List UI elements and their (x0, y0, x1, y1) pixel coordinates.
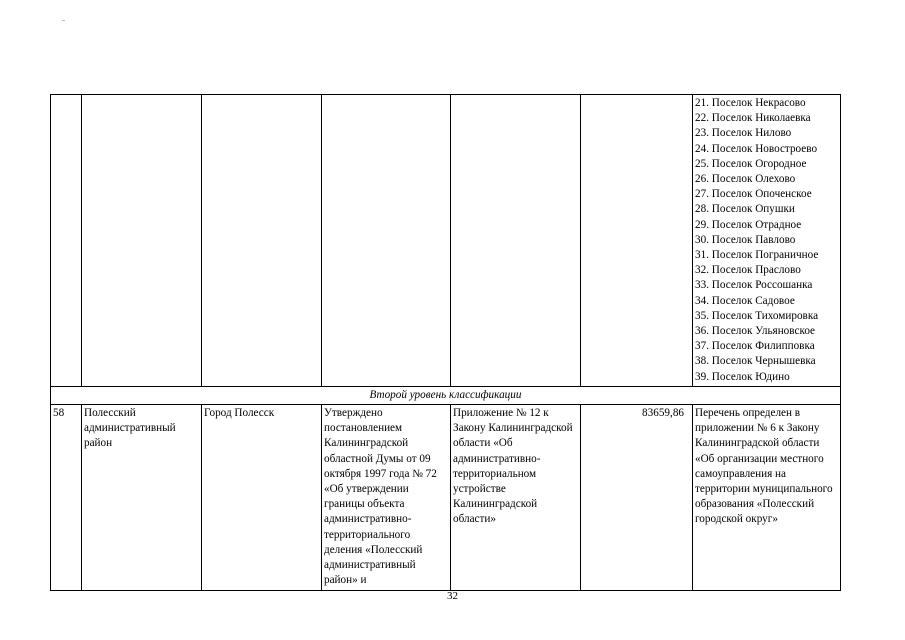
classification-table (50, 94, 841, 591)
continuation-row (51, 95, 841, 387)
cell-empty (451, 95, 581, 387)
settlement-item: 39. Поселок Юдино (695, 370, 790, 383)
settlement-item: 26. Поселок Олехово (695, 173, 796, 186)
settlement-item: 36. Поселок Ульяновское (695, 325, 816, 338)
classification-level-row (51, 386, 841, 404)
scan-mark (62, 20, 65, 21)
settlement-item: 28. Поселок Опушки (695, 203, 795, 216)
law-appendix: Приложение № 12 к Закону Калининградской области «Об административно-территориальном устройстве Калининградской области» (451, 405, 581, 590)
cell-empty (51, 95, 82, 387)
list-note: Перечень определен в приложении № 6 к Закону Калининградской области «Об организации местного самоуправления на территории муниципального образования «Полесский городской округ» (693, 405, 841, 590)
settlement-item: 35. Поселок Тихомировка (695, 309, 819, 322)
page-number: 32 (447, 590, 458, 602)
cell-empty (202, 95, 322, 387)
settlement-item: 24. Поселок Новостроево (695, 142, 818, 155)
settlement-item: 30. Поселок Павлово (695, 233, 796, 246)
cell-empty (322, 95, 451, 387)
area-value: 83659,86 (581, 405, 693, 590)
table-row (51, 405, 841, 590)
settlement-item: 34. Поселок Садовое (695, 294, 795, 307)
settlement-item: 37. Поселок Филипповка (695, 340, 815, 353)
cell-empty (581, 95, 693, 387)
settlement-item: 22. Поселок Николаевка (695, 112, 811, 125)
row-number: 58 (51, 405, 82, 590)
approval-basis: Утверждено постановлением Калининградской областной Думы от 09 октября 1997 года № 72 «Об утверждении границы объекта административно-территориального деления «Полесский административный район» и (322, 405, 451, 590)
settlement-item: 38. Поселок Чернышевка (695, 355, 816, 368)
settlement-item: 25. Поселок Огородное (695, 157, 807, 170)
settlements-list (693, 95, 841, 387)
classification-level-heading: Второй уровень классификации (51, 386, 841, 404)
settlement-item: 31. Поселок Пограничное (695, 249, 819, 262)
settlement-item: 27. Поселок Опоченское (695, 188, 812, 201)
settlement-item: 29. Поселок Отрадное (695, 218, 802, 231)
settlement-item: 21. Поселок Некрасово (695, 97, 806, 109)
cell-empty (82, 95, 202, 387)
settlement-item: 32. Поселок Праслово (695, 264, 801, 277)
district-name: Полесский административный район (82, 405, 202, 590)
settlement-item: 23. Поселок Нилово (695, 127, 792, 140)
administrative-center: Город Полесск (202, 405, 322, 590)
settlement-item: 33. Поселок Россошанка (695, 279, 813, 292)
